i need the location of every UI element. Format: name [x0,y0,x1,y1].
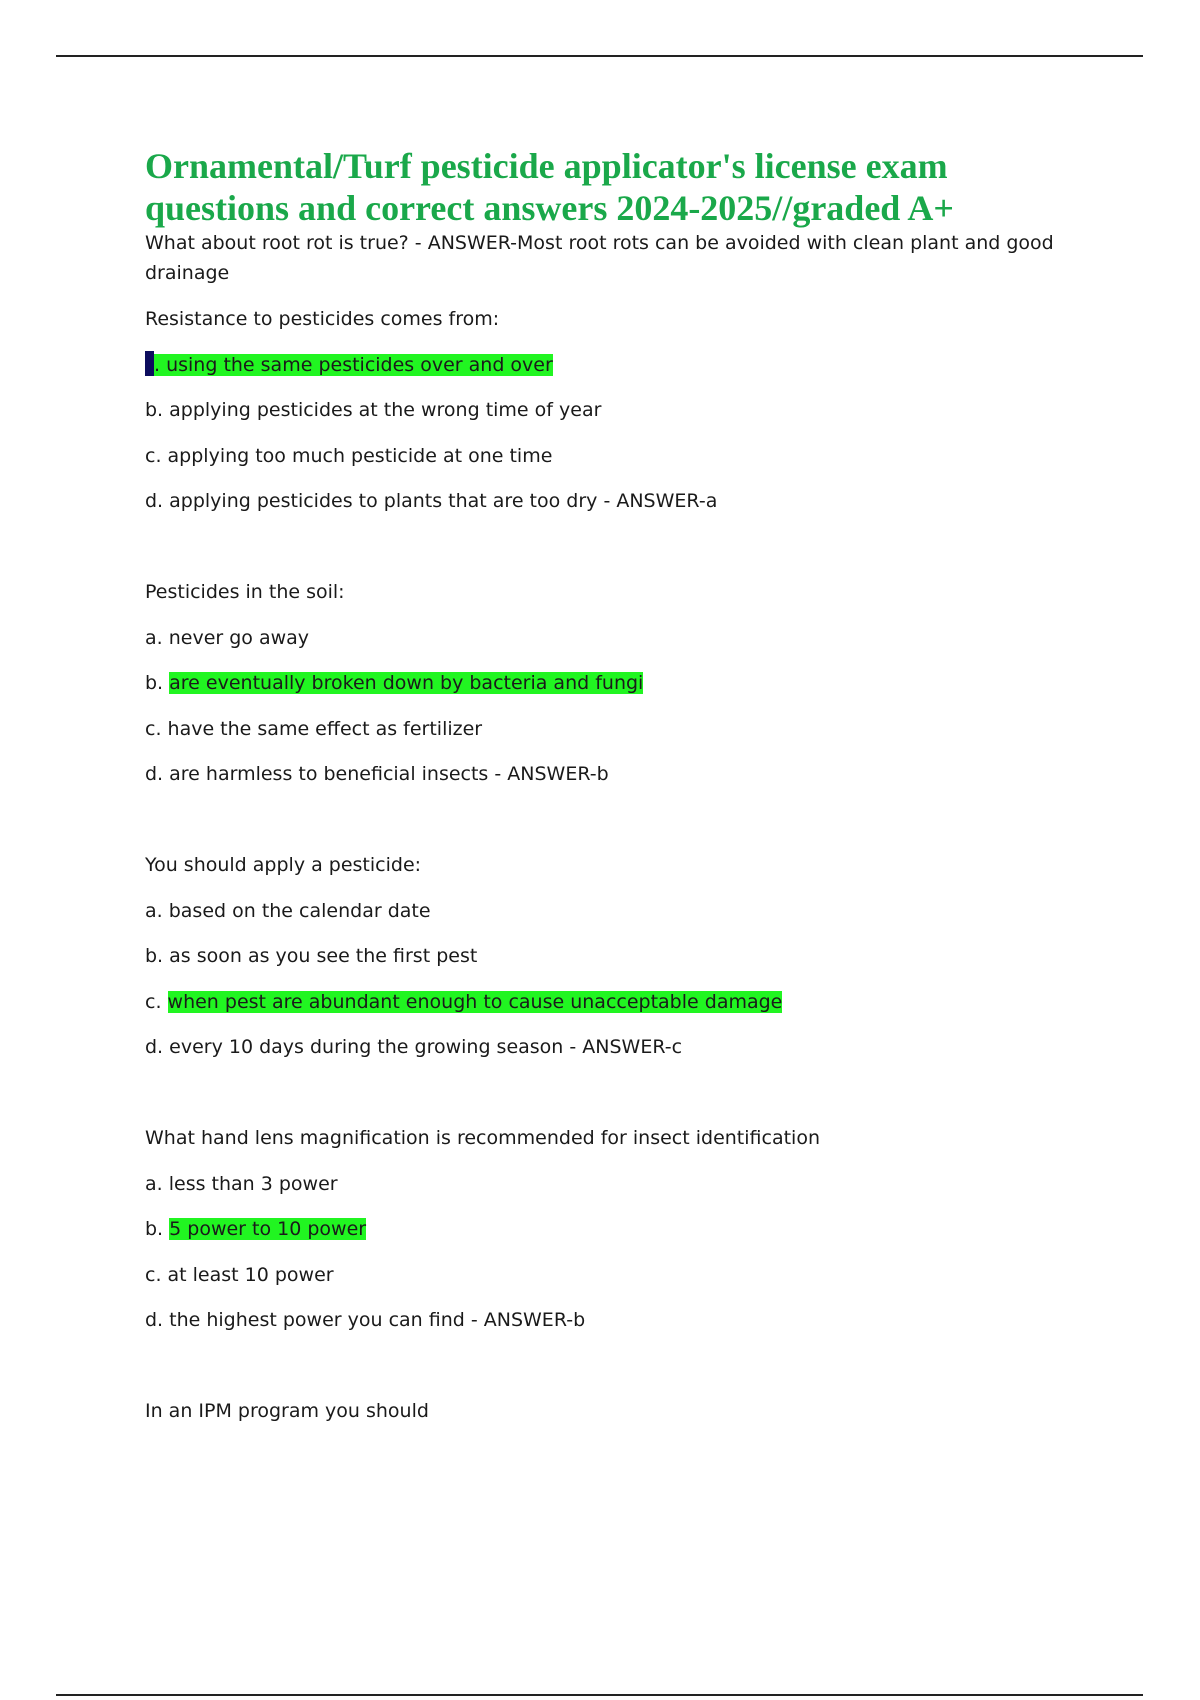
q3-option-b-highlight: are eventually broken down by bacteria and fungi [169,672,644,694]
q4-option-c-highlight: when pest are abundant enough to cause unacceptable damage [167,991,783,1013]
q4-question: You should apply a pesticide: [145,854,422,876]
q3-option-d: d. are harmless to beneficial insects - ANSWER-b [145,763,609,785]
q1-line-1: What about root rot is true? - ANSWER-Most root rots can be avoided with clean plant and good [145,232,1054,254]
q2-option-d: d. applying pesticides to plants that are too dry - ANSWER-a [145,490,718,512]
q3-option-b [145,668,643,698]
q2-option-a-text: . using the same pesticides over and over [154,354,553,376]
q6-question: In an IPM program you should [145,1400,429,1422]
q5-option-b-highlight: 5 power to 10 power [169,1218,367,1240]
q4-option-a: a. based on the calendar date [145,900,431,922]
q5-option-b [145,1214,366,1244]
q5-option-c: c. at least 10 power [145,1264,334,1286]
q2-option-a-highlight [145,354,553,376]
footer-rule [56,1694,1143,1696]
document-title: Ornamental/Turf pesticide applicator's license exam questions and correct answers 2024-2025//graded A+ [145,146,954,228]
q4-option-d: d. every 10 days during the growing season - ANSWER-c [145,1036,683,1058]
q5-option-a: a. less than 3 power [145,1173,338,1195]
q5-option-d: d. the highest power you can find - ANSWER-b [145,1309,586,1331]
q3-option-b-prefix: b. [145,672,170,694]
q3-option-a: a. never go away [145,627,310,649]
q2-option-b: b. applying pesticides at the wrong time of year [145,399,602,421]
q5-question: What hand lens magnification is recommended for insect identification [145,1127,820,1149]
q4-option-b: b. as soon as you see the first pest [145,945,478,967]
text-cursor [145,351,154,376]
q2-option-a [145,350,553,380]
q4-option-c-prefix: c. [145,991,168,1013]
q1-line-2: drainage [145,262,230,284]
q3-question: Pesticides in the soil: [145,581,345,603]
q4-option-c [145,987,782,1017]
q2-option-c: c. applying too much pesticide at one time [145,445,553,467]
header-rule [56,55,1143,57]
q5-option-b-prefix: b. [145,1218,170,1240]
q3-option-c: c. have the same effect as fertilizer [145,718,483,740]
q2-question: Resistance to pesticides comes from: [145,308,500,330]
